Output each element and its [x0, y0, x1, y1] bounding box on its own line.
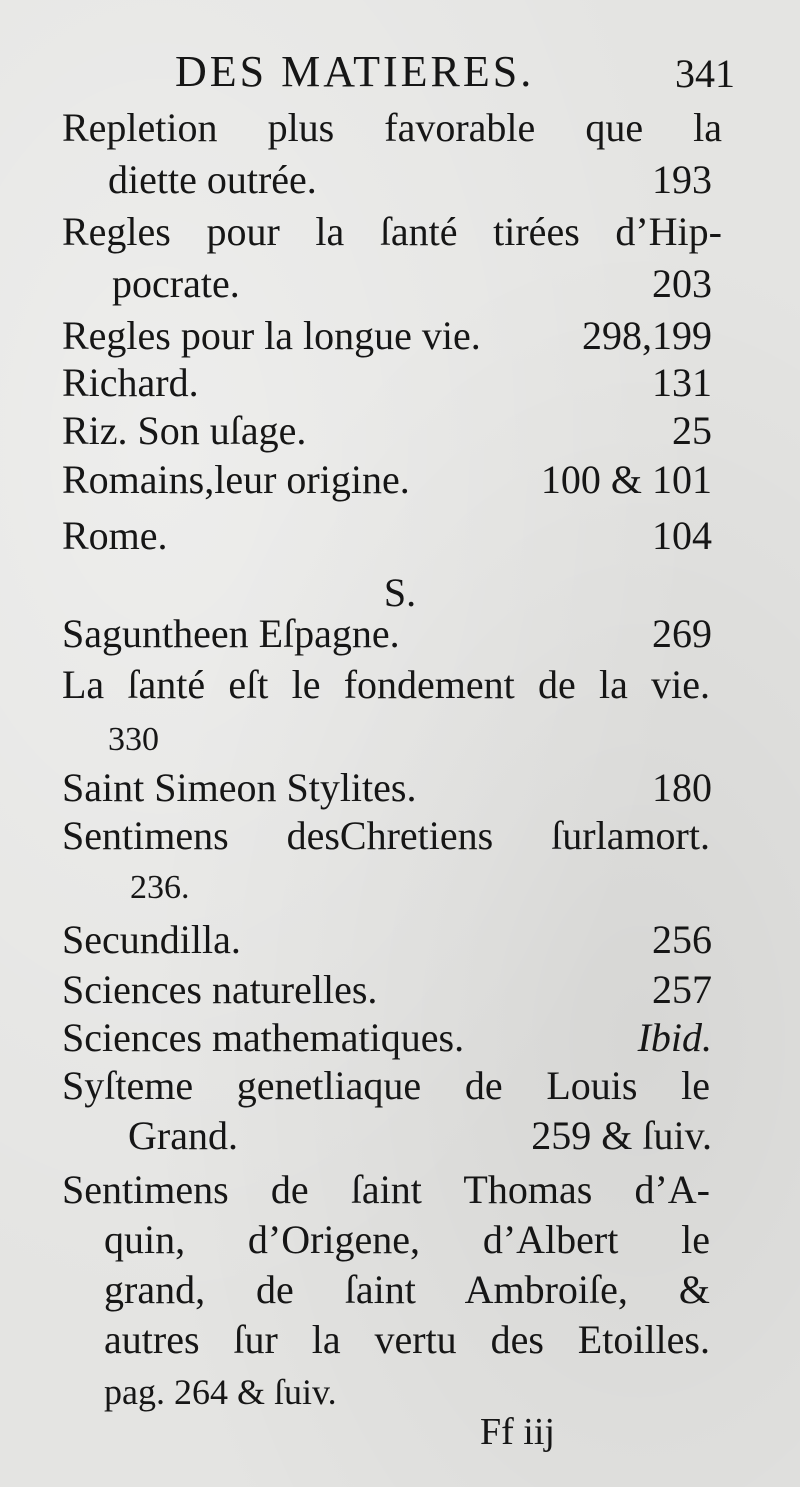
index-entry: [0, 1212, 800, 1268]
index-entry: [0, 204, 800, 260]
entry-text: Sentimens desChretiens ſurlamort.: [62, 813, 710, 858]
index-entry: [0, 256, 800, 312]
entry-page: 100 & 101: [540, 457, 712, 502]
entry-text: Regles pour la ſanté tirées d’Hip-: [62, 209, 722, 254]
entry-page: 269: [652, 611, 712, 656]
entry-page: Ibid.: [637, 1015, 712, 1060]
entry-text: Sciences naturelles.: [62, 967, 378, 1012]
index-entry: [0, 508, 800, 564]
index-entry: [0, 100, 800, 156]
section-letter: S.: [383, 570, 417, 615]
entry-text: pag. 264 & ſuiv.: [104, 1372, 337, 1412]
entry-page: 298,199: [582, 313, 712, 358]
entry-text: pocrate.: [112, 261, 240, 306]
entry-text: Romains,leur origine.: [62, 457, 410, 502]
index-entry: [0, 657, 800, 713]
entry-text: quin, d’Origene, d’Albert le: [104, 1217, 710, 1262]
index-entry: [0, 452, 800, 508]
entry-text: 330: [108, 721, 159, 758]
entry-text: grand, de ſaint Ambroiſe, &: [104, 1267, 710, 1312]
entry-page: 256: [652, 917, 712, 962]
entry-text: Regles pour la longue vie.: [62, 313, 481, 358]
header-title: DES MATIERES.: [175, 47, 535, 96]
entry-text: Rome.: [62, 513, 168, 558]
entry-text: Saint Simeon Stylites.: [62, 765, 417, 810]
index-entry: [0, 1108, 800, 1164]
entry-page: 131: [652, 360, 712, 405]
index-entry: [0, 403, 800, 459]
entry-text: Grand.: [128, 1113, 238, 1158]
entry-text: Sentimens de ſaint Thomas d’A-: [62, 1167, 710, 1212]
entry-text: diette outrée.: [108, 157, 317, 202]
entry-page: 25: [672, 408, 712, 453]
entry-page: 259 & ſuiv.: [531, 1113, 712, 1158]
entry-text: Saguntheen Eſpagne.: [62, 611, 400, 656]
entry-text: autres ſur la vertu des Etoilles.: [104, 1317, 710, 1362]
entry-text: La ſanté eſt le fondement de la vie.: [62, 662, 710, 707]
entry-page: 104: [652, 513, 712, 558]
entry-page: 203: [652, 261, 712, 306]
entry-page: 257: [652, 967, 712, 1012]
entry-text: Riz. Son uſage.: [62, 408, 307, 453]
index-entry: [0, 606, 800, 662]
index-entry: [0, 860, 800, 916]
index-entry: [0, 1312, 800, 1368]
entry-text: Sciences mathematiques.: [62, 1015, 465, 1060]
entry-text: Secundilla.: [62, 917, 241, 962]
running-header: [175, 38, 735, 108]
signature-mark: Ff iij: [480, 1411, 555, 1453]
entry-text: Richard.: [62, 360, 199, 405]
index-entry: [0, 1162, 800, 1218]
index-entry: [0, 1262, 800, 1318]
entry-page: 180: [652, 765, 712, 810]
header-page-number: 341: [675, 51, 735, 96]
entry-text: 236.: [130, 869, 190, 906]
index-entry: [0, 1058, 800, 1114]
index-entry: [0, 152, 800, 208]
entry-text: Repletion plus favorable que la: [62, 105, 722, 150]
index-entry: [0, 912, 800, 968]
index-entry: [0, 808, 800, 864]
entry-page: 193: [652, 157, 712, 202]
entry-text: Syſteme genetliaque de Louis le: [62, 1063, 710, 1108]
index-entry: [0, 1364, 800, 1420]
